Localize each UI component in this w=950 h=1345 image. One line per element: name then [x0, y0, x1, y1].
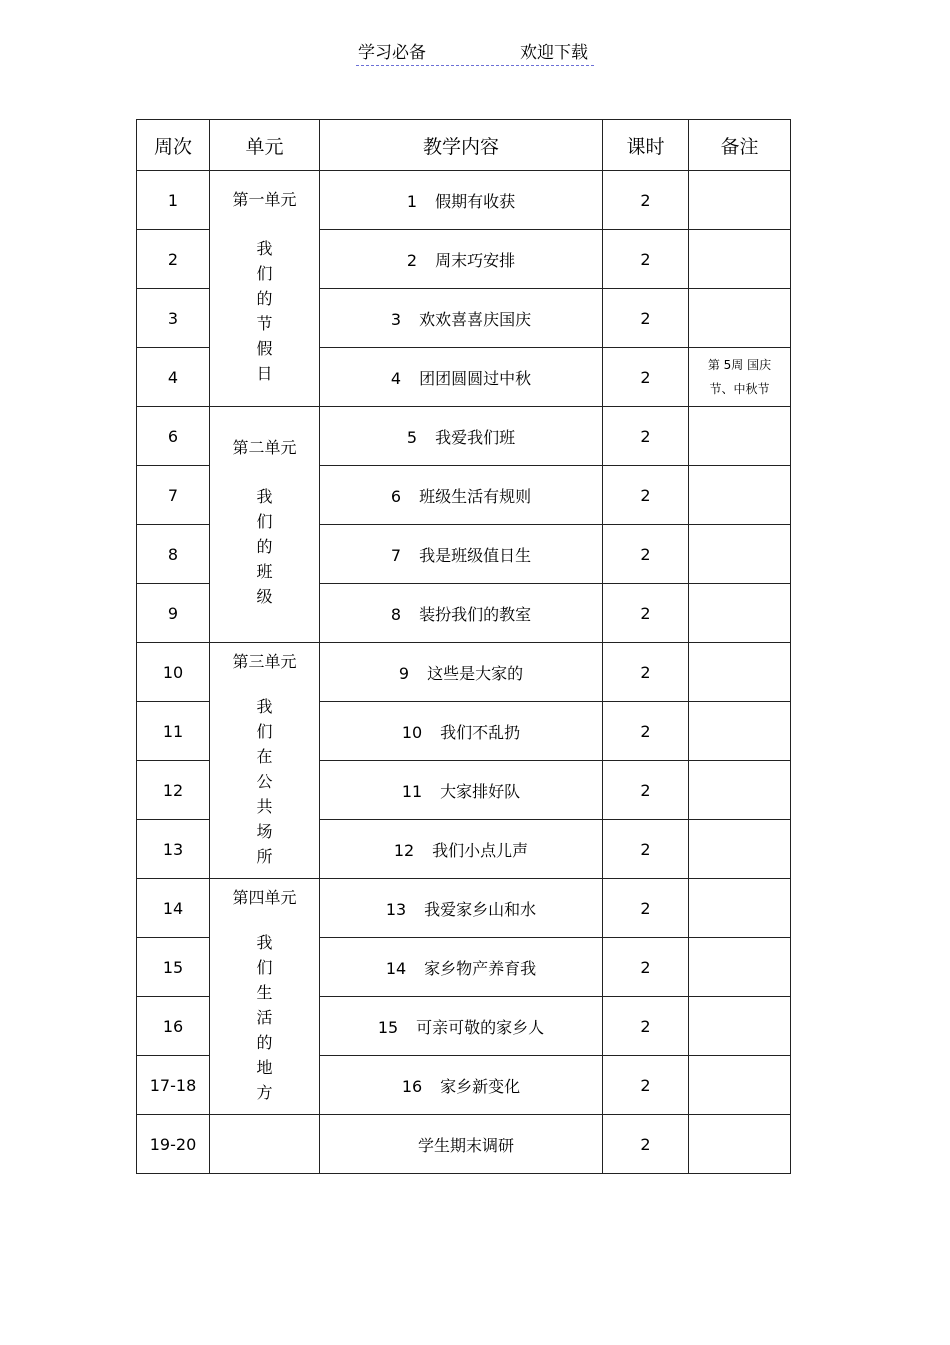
lesson-title: 我是班级值日生	[419, 545, 532, 565]
content-cell	[320, 643, 603, 702]
week-cell: 4	[137, 348, 210, 407]
content-cell	[320, 466, 603, 525]
lesson-number: 16	[401, 1076, 423, 1096]
hours-cell: 2	[603, 1056, 689, 1115]
content-cell	[320, 761, 603, 820]
col-hours: 课时	[603, 120, 689, 171]
unit-char: 我	[256, 933, 273, 952]
unit-name	[210, 484, 319, 609]
lesson-title: 周末巧安排	[435, 250, 516, 270]
unit-char: 活	[256, 1008, 273, 1027]
table-row	[137, 643, 791, 702]
week-cell: 7	[137, 466, 210, 525]
week-cell: 12	[137, 761, 210, 820]
lesson-number: 15	[377, 1017, 399, 1037]
table-row	[137, 171, 791, 230]
hours-cell: 2	[603, 289, 689, 348]
unit-char: 生	[256, 983, 273, 1002]
header-left-text: 学习必备	[358, 43, 426, 63]
week-cell: 19-20	[137, 1115, 210, 1174]
unit-char: 的	[256, 1033, 273, 1052]
unit-name	[210, 930, 319, 1105]
hours-cell: 2	[603, 407, 689, 466]
unit-title: 第二单元	[232, 438, 297, 457]
unit-title: 第一单元	[232, 190, 297, 209]
week-cell: 15	[137, 938, 210, 997]
note-cell	[689, 171, 791, 230]
lesson-number: 9	[398, 663, 410, 683]
unit-title: 第四单元	[232, 888, 297, 907]
lesson-number: 1	[406, 191, 418, 211]
content-cell	[320, 407, 603, 466]
hours-cell: 2	[603, 171, 689, 230]
lesson-title: 欢欢喜喜庆国庆	[419, 309, 532, 329]
unit-char: 们	[256, 722, 273, 741]
unit-char: 我	[256, 239, 273, 258]
unit-name	[210, 236, 319, 386]
page-header	[356, 41, 594, 66]
hours-cell: 2	[603, 348, 689, 407]
unit-char: 日	[256, 364, 273, 383]
week-cell: 10	[137, 643, 210, 702]
note-cell	[689, 938, 791, 997]
unit-char: 们	[256, 958, 273, 977]
header-right-text: 欢迎下载	[520, 43, 588, 63]
hours-cell: 2	[603, 879, 689, 938]
note-cell	[689, 348, 791, 407]
unit-title: 第三单元	[232, 652, 297, 671]
lesson-title: 学生期末调研	[417, 1135, 514, 1155]
note-cell	[689, 525, 791, 584]
lesson-number: 13	[385, 899, 407, 919]
week-cell: 17-18	[137, 1056, 210, 1115]
lesson-number: 14	[385, 958, 407, 978]
hours-cell: 2	[603, 584, 689, 643]
unit-char: 在	[256, 747, 273, 766]
hours-cell: 2	[603, 761, 689, 820]
week-cell: 9	[137, 584, 210, 643]
lesson-title: 家乡物产养育我	[424, 958, 537, 978]
unit-char: 地	[256, 1058, 273, 1077]
col-content: 教学内容	[320, 120, 603, 171]
table-header-row	[137, 120, 791, 171]
table-row	[137, 879, 791, 938]
week-cell: 11	[137, 702, 210, 761]
week-cell: 2	[137, 230, 210, 289]
hours-cell: 2	[603, 938, 689, 997]
unit-char: 公	[256, 772, 273, 791]
note-cell	[689, 879, 791, 938]
lesson-number: 10	[401, 722, 423, 742]
week-cell: 8	[137, 525, 210, 584]
hours-cell: 2	[603, 702, 689, 761]
table-row	[137, 1115, 791, 1174]
note-cell	[689, 289, 791, 348]
note-cell	[689, 1115, 791, 1174]
note-cell	[689, 820, 791, 879]
unit-char: 们	[256, 512, 273, 531]
week-cell: 16	[137, 997, 210, 1056]
lesson-number: 11	[401, 781, 423, 801]
note-cell	[689, 997, 791, 1056]
hours-cell: 2	[603, 997, 689, 1056]
lesson-number: 8	[390, 604, 402, 624]
lesson-title: 装扮我们的教室	[419, 604, 532, 624]
content-cell	[320, 230, 603, 289]
hours-cell: 2	[603, 466, 689, 525]
lesson-title: 我爱家乡山和水	[424, 899, 537, 919]
lesson-title: 家乡新变化	[440, 1076, 521, 1096]
content-cell	[320, 525, 603, 584]
note-cell	[689, 407, 791, 466]
content-cell	[320, 702, 603, 761]
lesson-number: 12	[393, 840, 415, 860]
lesson-title: 我们不乱扔	[440, 722, 521, 742]
lesson-number: 6	[390, 486, 402, 506]
lesson-title: 我爱我们班	[435, 427, 516, 447]
unit-char: 我	[256, 697, 273, 716]
col-unit: 单元	[210, 120, 320, 171]
unit-char: 级	[256, 587, 273, 606]
hours-cell: 2	[603, 1115, 689, 1174]
content-cell	[320, 1056, 603, 1115]
week-cell: 6	[137, 407, 210, 466]
unit-char: 的	[256, 537, 273, 556]
note-cell	[689, 702, 791, 761]
note-cell	[689, 230, 791, 289]
content-cell	[320, 1115, 603, 1174]
week-cell: 14	[137, 879, 210, 938]
lesson-number: 4	[390, 368, 402, 388]
unit-char: 们	[256, 264, 273, 283]
hours-cell: 2	[603, 525, 689, 584]
unit-char: 所	[256, 847, 273, 866]
lesson-number: 2	[406, 250, 418, 270]
unit-cell	[210, 879, 320, 1115]
col-week: 周次	[137, 120, 210, 171]
hours-cell: 2	[603, 820, 689, 879]
unit-cell	[210, 171, 320, 407]
content-cell	[320, 584, 603, 643]
note-line: 第 5周 国庆	[707, 358, 772, 372]
content-cell	[320, 938, 603, 997]
lesson-title: 大家排好队	[440, 781, 521, 801]
unit-char: 的	[256, 289, 273, 308]
note-cell	[689, 761, 791, 820]
unit-char: 场	[256, 822, 273, 841]
hours-cell: 2	[603, 643, 689, 702]
col-notes: 备注	[689, 120, 791, 171]
content-cell	[320, 820, 603, 879]
lesson-title: 班级生活有规则	[419, 486, 532, 506]
unit-name	[210, 694, 319, 869]
schedule-table	[136, 119, 791, 1174]
table-row	[137, 407, 791, 466]
lesson-title: 团团圆圆过中秋	[419, 368, 532, 388]
lesson-number: 7	[390, 545, 402, 565]
note-cell	[689, 466, 791, 525]
week-cell: 3	[137, 289, 210, 348]
unit-char: 班	[256, 562, 273, 581]
content-cell	[320, 289, 603, 348]
lesson-title: 假期有收获	[435, 191, 516, 211]
unit-char: 我	[256, 487, 273, 506]
note-cell	[689, 1056, 791, 1115]
unit-cell	[210, 1115, 320, 1174]
lesson-title: 可亲可敬的家乡人	[416, 1017, 545, 1037]
hours-cell: 2	[603, 230, 689, 289]
unit-char: 节	[256, 314, 273, 333]
lesson-title: 这些是大家的	[427, 663, 524, 683]
content-cell	[320, 348, 603, 407]
unit-char: 共	[256, 797, 273, 816]
unit-char: 假	[256, 339, 273, 358]
note-line: 节、中秋节	[709, 382, 770, 396]
unit-cell	[210, 407, 320, 643]
unit-char: 方	[256, 1083, 273, 1102]
week-cell: 13	[137, 820, 210, 879]
content-cell	[320, 171, 603, 230]
content-cell	[320, 879, 603, 938]
lesson-number: 5	[406, 427, 418, 447]
content-cell	[320, 997, 603, 1056]
note-cell	[689, 643, 791, 702]
week-cell: 1	[137, 171, 210, 230]
note-cell	[689, 584, 791, 643]
lesson-number: 3	[390, 309, 402, 329]
unit-cell	[210, 643, 320, 879]
lesson-title: 我们小点儿声	[432, 840, 529, 860]
